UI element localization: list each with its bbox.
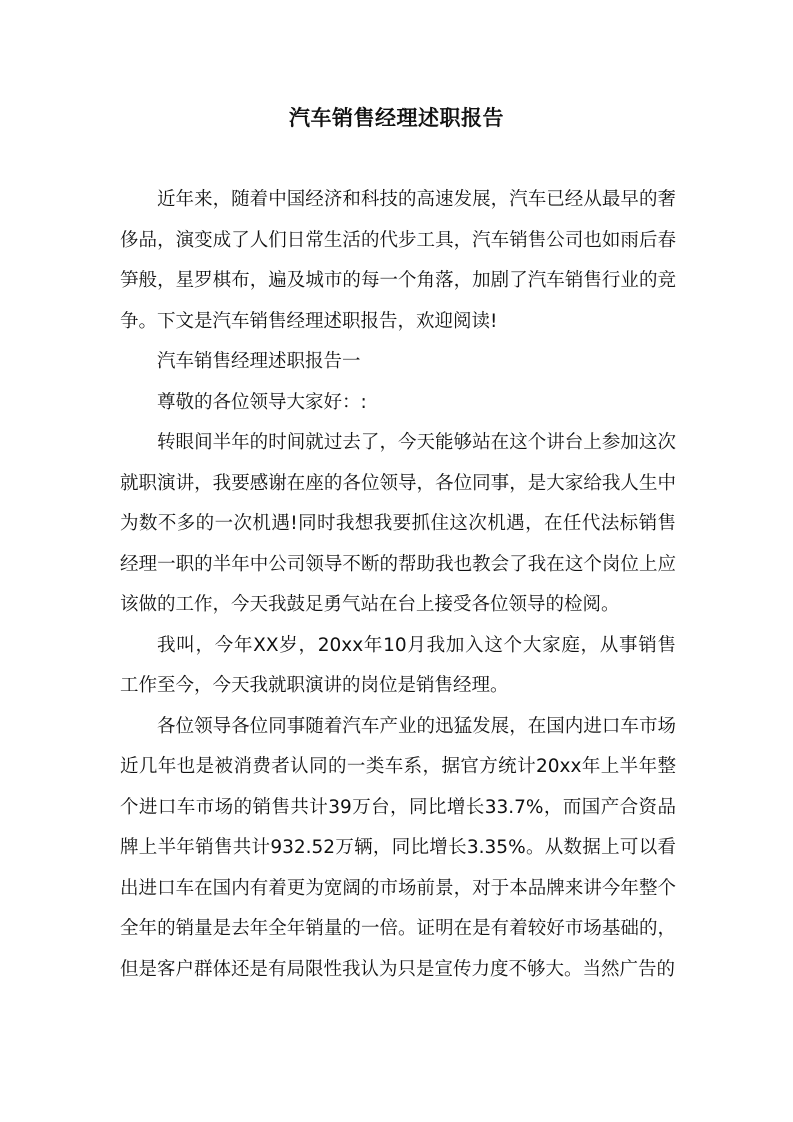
body-paragraph: 各位领导各位同事随着汽车产业的迅猛发展，在国内进口车市场近几年也是被消费者认同的一类车系，据官方统计20xx年上半年整个进口车市场的销售共计39万台，同比增长33.7%，而国产合资品牌上半年销售共计932.52万辆，同比增长3.35%。从数据上可以看出进口车在国内有着更为宽阔的市场前景，对于本品牌来讲今年整个全年的销量是去年全年销量的一倍。证明在是有着较好市场基础的，但是客户群体还是有局限性我认为只是宣传力度不够大。当然广告的 bbox=[120, 715, 676, 980]
document-body bbox=[120, 180, 676, 990]
body-paragraph: 转眼间半年的时间就过去了，今天能够站在这个讲台上参加这次就职演讲，我要感谢在座的各位领导，各位同事，是大家给我人生中为数不多的一次机遇!同时我想我要抓住这次机遇，在任代法标销售经理一职的半年中公司领导不断的帮助我也教会了我在这个岗位上应该做的工作，今天我鼓足勇气站在台上接受各位领导的检阅。 bbox=[120, 432, 676, 615]
body-paragraph: 我叫，今年XX岁，20xx年10月我加入这个大家庭，从事销售工作至今，今天我就职演讲的岗位是销售经理。 bbox=[120, 634, 676, 696]
salutation: 尊敬的各位领导大家好：: bbox=[157, 391, 367, 413]
intro-paragraph: 近年来，随着中国经济和科技的高速发展，汽车已经从最早的奢侈品，演变成了人们日常生活的代步工具，汽车销售公司也如雨后春笋般，星罗棋布，遍及城市的每一个角落，加剧了汽车销售行业的竞争。下文是汽车销售经理述职报告，欢迎阅读! bbox=[120, 189, 676, 332]
document-title: 汽车销售经理述职报告 bbox=[289, 106, 504, 130]
section-heading: 汽车销售经理述职报告一 bbox=[157, 351, 361, 372]
